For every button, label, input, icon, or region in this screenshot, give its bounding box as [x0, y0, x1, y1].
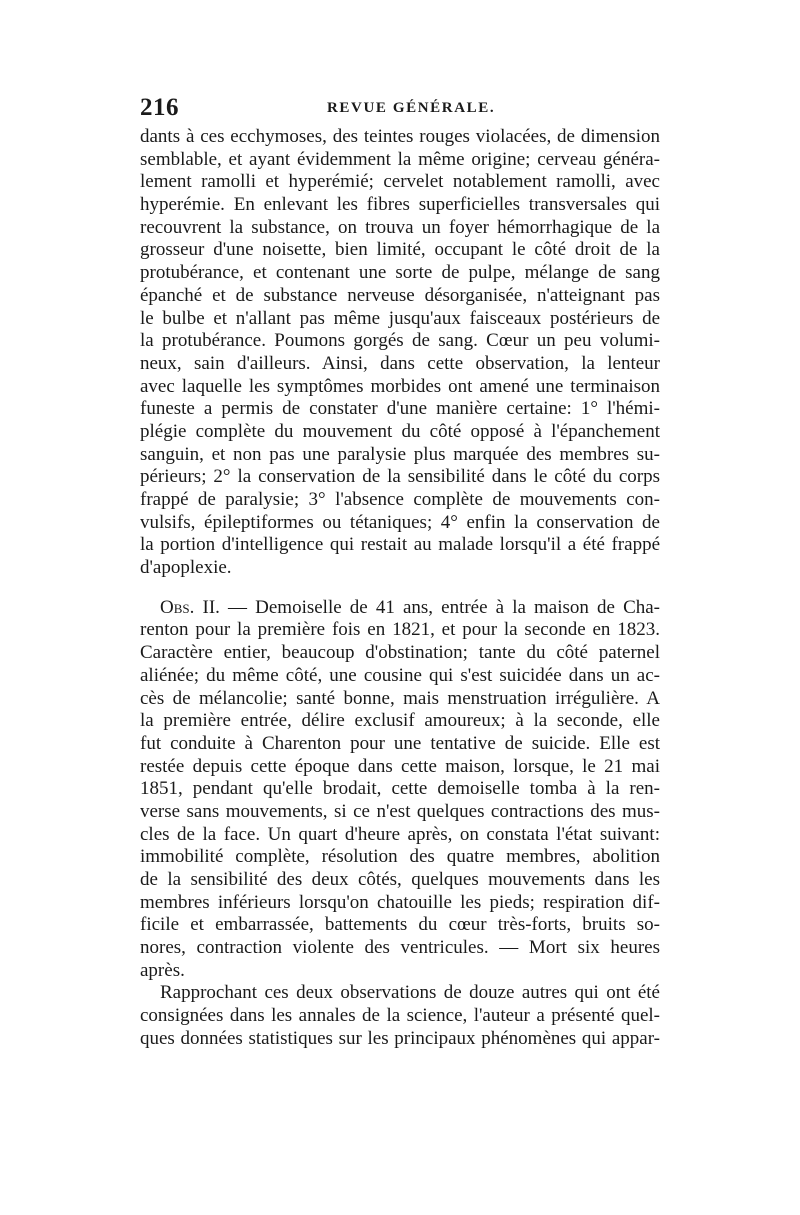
text-line: épanché et de substance nerveuse désorganisée, n'atteignant pas: [140, 284, 660, 306]
text-line: avec laquelle les symptômes morbides ont amené une terminaison: [140, 375, 660, 397]
text-line: funeste a permis de constater d'une manière certaine: 1° l'hémi-: [140, 398, 660, 420]
text-line: nores, contraction violente des ventricules. — Mort six heures: [140, 937, 660, 959]
text-line: cès de mélancolie; santé bonne, mais menstruation irrégulière. A: [140, 687, 660, 709]
paragraph-3: [140, 982, 660, 1050]
text-line: hyperémie. En enlevant les fibres superficielles transversales qui: [140, 194, 660, 216]
text-line: verse sans mouvements, si ce n'est quelques contractions des mus-: [140, 800, 660, 822]
text-line: [140, 597, 660, 620]
text-line: aliénée; du même côté, une cousine qui s'est suicidée dans un ac-: [140, 664, 660, 686]
text-line: cles de la face. Un quart d'heure après, on constata l'état suivant:: [140, 823, 660, 845]
text-line: recouvrent la substance, on trouva un foyer hémorrhagique de la: [140, 216, 660, 238]
text-line: membres inférieurs lorsqu'on chatouille les pieds; respiration dif-: [140, 891, 660, 913]
text-line: Caractère entier, beaucoup d'obstination; tante du côté paternel: [140, 642, 660, 664]
text-line: restée depuis cette époque dans cette maison, lorsque, le 21 mai: [140, 755, 660, 777]
text-line: la portion d'intelligence qui restait au malade lorsqu'il a été frappé: [140, 534, 660, 556]
body-text: [140, 126, 660, 1051]
text-line: d'apoplexie.: [140, 557, 232, 579]
observation-line-rest: — Demoiselle de 41 ans, entrée à la maison de Cha-: [219, 596, 660, 618]
observation-label: Obs. II.: [160, 596, 220, 618]
text-line: le bulbe et n'allant pas même jusqu'aux faisceaux postérieurs de: [140, 307, 660, 329]
text-line: la première entrée, délire exclusif amoureux; à la seconde, elle: [140, 710, 660, 732]
text-line: vulsifs, épileptiformes ou tétaniques; 4° enfin la conservation de: [140, 511, 660, 533]
text-line: neux, sain d'ailleurs. Ainsi, dans cette observation, la lenteur: [140, 352, 660, 374]
text-line: semblable, et ayant évidemment la même origine; cerveau généra-: [140, 148, 660, 170]
text-line: la protubérance. Poumons gorgés de sang. Cœur un peu volumi-: [140, 330, 660, 352]
text-line: ficile et embarrassée, battements du cœur très-forts, bruits so-: [140, 914, 660, 936]
text-line: ques données statistiques sur les principaux phénomènes qui appar-: [140, 1027, 660, 1049]
text-line: de la sensibilité des deux côtés, quelques mouvements dans les: [140, 869, 660, 890]
paragraph-gap: [140, 580, 660, 597]
text-line: Rapprochant ces deux observations de douze autres qui ont été: [160, 982, 660, 1004]
text-line: renton pour la première fois en 1821, et pour la seconde en 1823.: [140, 619, 660, 641]
text-line: 1851, pendant qu'elle brodait, cette demoiselle tomba à la ren-: [140, 778, 660, 800]
text-line: consignées dans les annales de la science, l'auteur a présenté quel-: [140, 1005, 660, 1027]
text-line: immobilité complète, résolution des quatre membres, abolition: [140, 846, 660, 868]
paragraph-2: [140, 597, 660, 983]
text-line: sanguin, et non pas une paralysie plus marquée des membres su-: [140, 443, 660, 465]
text-line: frappé de paralysie; 3° l'absence complète de mouvements con-: [140, 489, 660, 510]
paragraph-1: [140, 126, 660, 580]
text-line: plégie complète du mouvement du côté opposé à l'épanchement: [140, 420, 660, 442]
text-line: lement ramolli et hyperémié; cervelet notablement ramolli, avec: [140, 171, 660, 193]
text-line: grosseur d'une noisette, bien limité, occupant le côté droit de la: [140, 239, 660, 261]
text-line: protubérance, et contenant une sorte de pulpe, mélange de sang: [140, 262, 660, 284]
text-line: périeurs; 2° la conservation de la sensibilité dans le côté du corps: [140, 466, 660, 488]
text-line: fut conduite à Charenton pour une tentative de suicide. Elle est: [140, 732, 660, 754]
running-header: [140, 94, 660, 124]
text-line: après.: [140, 959, 185, 981]
text-line: dants à ces ecchymoses, des teintes rouges violacées, de dimension: [140, 126, 660, 147]
running-title: REVUE GÉNÉRALE.: [327, 100, 496, 116]
page-number: 216: [140, 94, 179, 121]
